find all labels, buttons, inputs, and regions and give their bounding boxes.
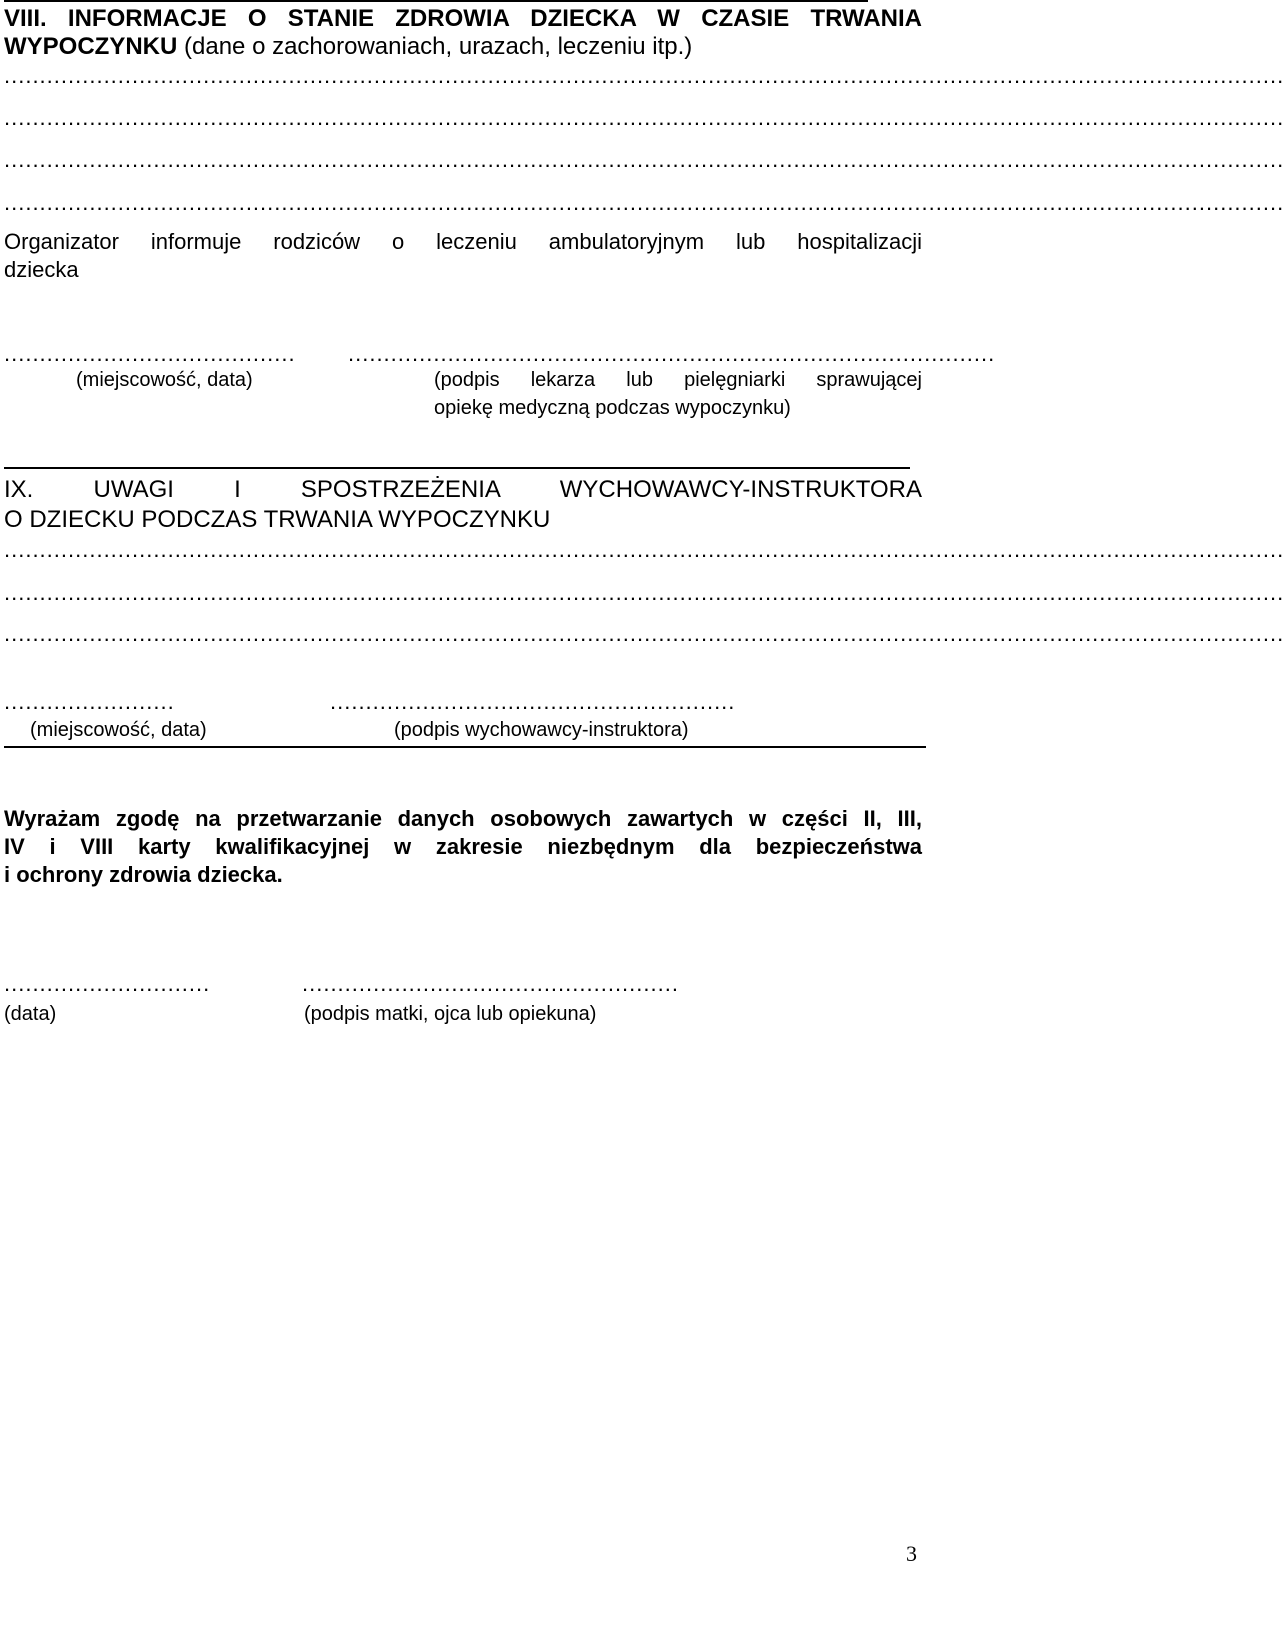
doctor-signature-label-line2: opiekę medyczną podczas wypoczynku) bbox=[434, 397, 791, 419]
instructor-signature-dotted-field[interactable]: ......................................................... bbox=[330, 689, 736, 714]
remarks-dotted-line-2[interactable]: .................................................................................................................................................................................... bbox=[4, 580, 1284, 605]
instructor-signature-label: (podpis wychowawcy-instruktora) bbox=[394, 719, 689, 741]
top-rule bbox=[4, 0, 868, 2]
dotted-line-4[interactable]: .................................................................................................................................................................................... bbox=[4, 190, 1284, 215]
consent-text-line2: IV i VIII karty kwalifikacyjnej w zakresie niezbędnym dla bezpieczeństwa bbox=[4, 834, 922, 859]
doctor-signature-dotted-field[interactable]: ........................................................................................... bbox=[348, 341, 996, 366]
remarks-dotted-line-3[interactable]: .................................................................................................................................................................................... bbox=[4, 621, 1284, 646]
consent-date-label: (data) bbox=[4, 1003, 57, 1025]
dotted-line-1[interactable]: .................................................................................................................................................................................... bbox=[4, 63, 1284, 88]
remarks-dotted-line-1[interactable]: .................................................................................................................................................................................... bbox=[4, 537, 1284, 562]
dotted-line-2[interactable]: .................................................................................................................................................................................... bbox=[4, 105, 1284, 130]
place-date-dotted-field[interactable]: ......................................... bbox=[4, 341, 296, 366]
instructor-place-date-label: (miejscowość, data) bbox=[30, 719, 207, 741]
doctor-signature-label-line1: (podpis lekarza lub pielęgniarki sprawującej bbox=[434, 369, 922, 391]
page-number: 3 bbox=[906, 1541, 917, 1566]
consent-text-line3: i ochrony zdrowia dziecka. bbox=[4, 862, 283, 887]
consent-text-line1: Wyrażam zgodę na przetwarzanie danych osobowych zawartych w części II, III, bbox=[4, 806, 922, 831]
organizer-info-line1: Organizator informuje rodziców o leczeniu ambulatoryjnym lub hospitalizacji bbox=[4, 229, 922, 254]
organizer-info-line2: dziecka bbox=[4, 257, 79, 282]
consent-date-dotted-field[interactable]: ............................. bbox=[4, 971, 211, 996]
parent-signature-label: (podpis matki, ojca lub opiekuna) bbox=[304, 1003, 597, 1025]
consent-rule bbox=[4, 746, 926, 748]
section-9-heading-line2: O DZIECKU PODCZAS TRWANIA WYPOCZYNKU bbox=[4, 506, 551, 533]
instructor-place-date-dotted-field[interactable]: ........................ bbox=[4, 689, 175, 714]
place-date-label: (miejscowość, data) bbox=[76, 369, 253, 391]
dotted-line-3[interactable]: .................................................................................................................................................................................... bbox=[4, 147, 1284, 172]
section-8-heading-bold: WYPOCZYNKU bbox=[4, 33, 178, 60]
parent-signature-dotted-field[interactable]: ..................................................... bbox=[302, 971, 679, 996]
section-8-heading-line1: VIII. INFORMACJE O STANIE ZDROWIA DZIECKA W CZASIE TRWANIA bbox=[4, 5, 922, 32]
section-8-heading-note: (dane o zachorowaniach, urazach, leczeniu itp.) bbox=[177, 33, 693, 60]
section-9-rule bbox=[4, 467, 910, 469]
section-9-heading-line1: IX. UWAGI I SPOSTRZEŻENIA WYCHOWAWCY-INSTRUKTORA bbox=[4, 476, 922, 503]
section-8-heading-line2 bbox=[4, 32, 692, 62]
